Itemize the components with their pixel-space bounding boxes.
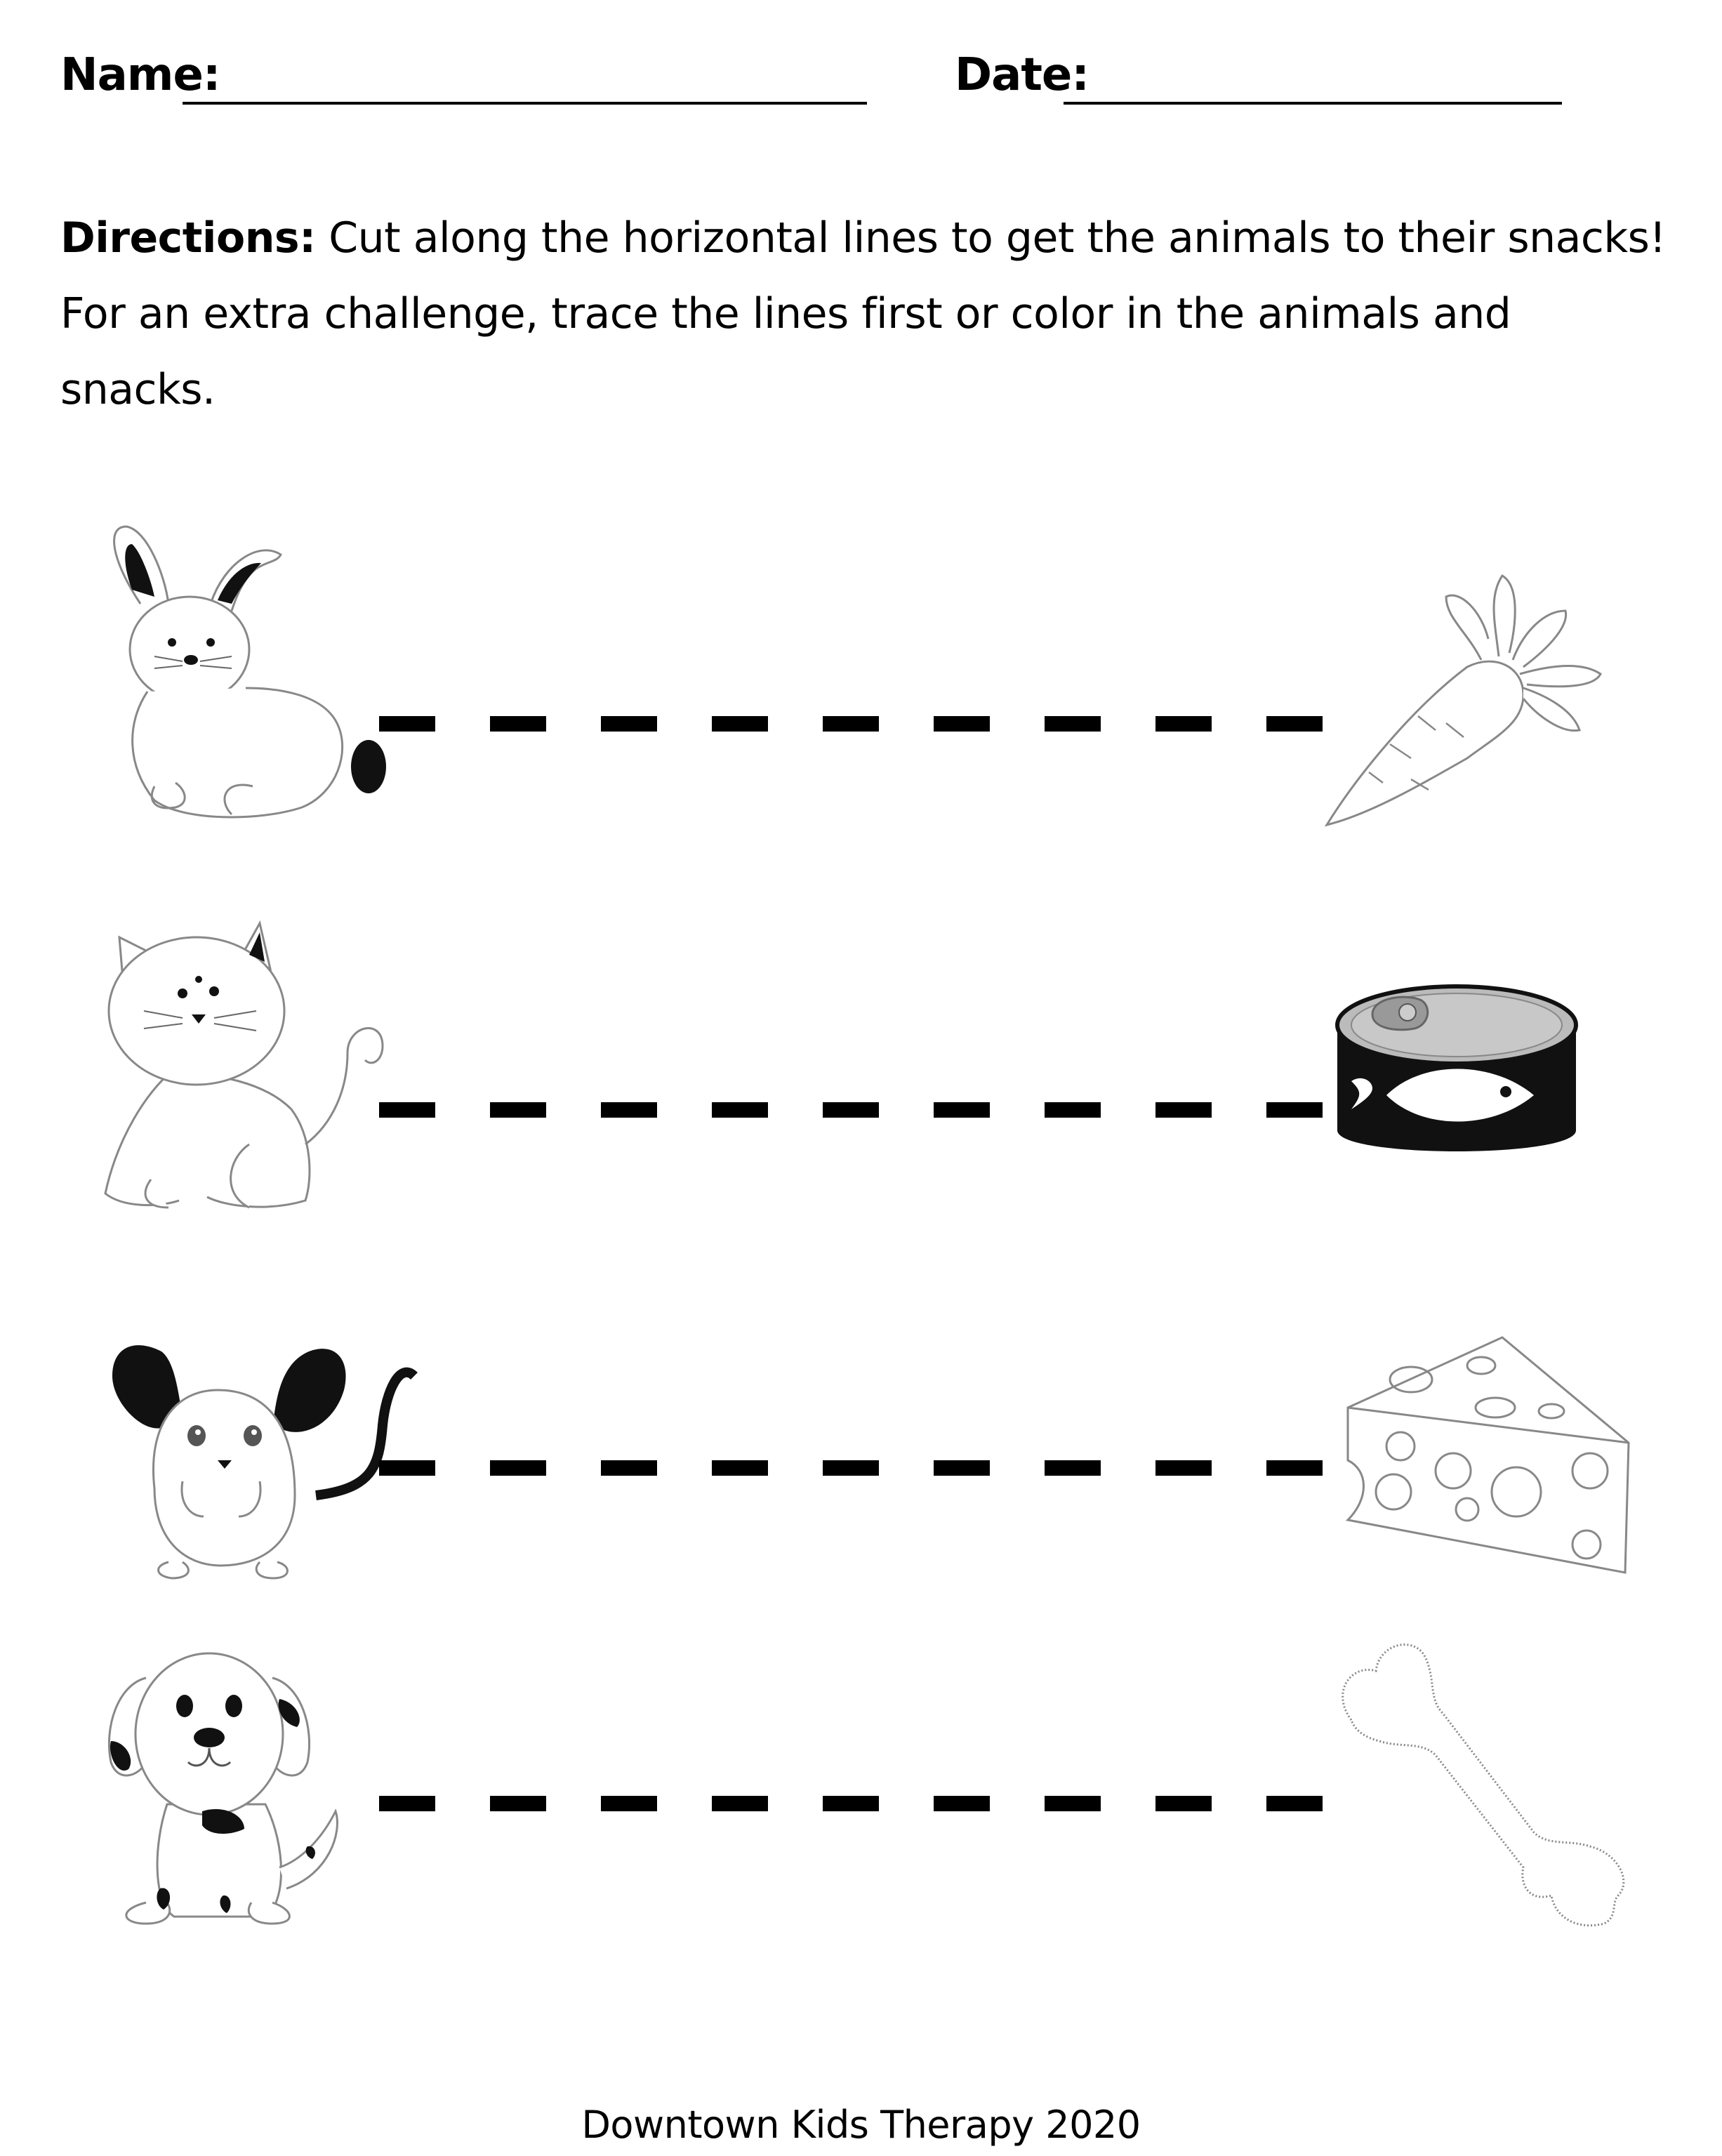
cut-line-3[interactable] xyxy=(379,1460,1327,1476)
directions xyxy=(60,200,1675,428)
mouse-icon xyxy=(105,1313,428,1580)
row-rabbit xyxy=(0,512,1722,835)
row-cat xyxy=(0,913,1722,1236)
cheese-icon xyxy=(1341,1330,1636,1583)
directions-text: Cut along the horizontal lines to get the animals to their snacks! For an extra challenge, trace the lines first or color in the animals and snacks. xyxy=(60,213,1666,414)
row-mouse xyxy=(0,1313,1722,1594)
cut-line-2[interactable] xyxy=(379,1102,1327,1118)
name-line[interactable] xyxy=(183,102,867,105)
cut-line-4[interactable] xyxy=(379,1796,1327,1811)
rabbit-icon xyxy=(98,512,393,821)
cat-icon xyxy=(102,913,439,1222)
date-label: Date: xyxy=(955,49,1089,101)
carrot-icon xyxy=(1313,555,1622,835)
cut-line-1[interactable] xyxy=(379,716,1327,732)
fish-can-icon xyxy=(1330,976,1583,1172)
bone-icon xyxy=(1337,1636,1639,1931)
row-dog xyxy=(0,1636,1722,1931)
directions-label: Directions: xyxy=(60,213,316,263)
name-label: Name: xyxy=(60,49,220,101)
dog-icon xyxy=(104,1636,357,1931)
footer-credit: Downtown Kids Therapy 2020 xyxy=(581,2103,1141,2147)
date-line[interactable] xyxy=(1064,102,1562,105)
